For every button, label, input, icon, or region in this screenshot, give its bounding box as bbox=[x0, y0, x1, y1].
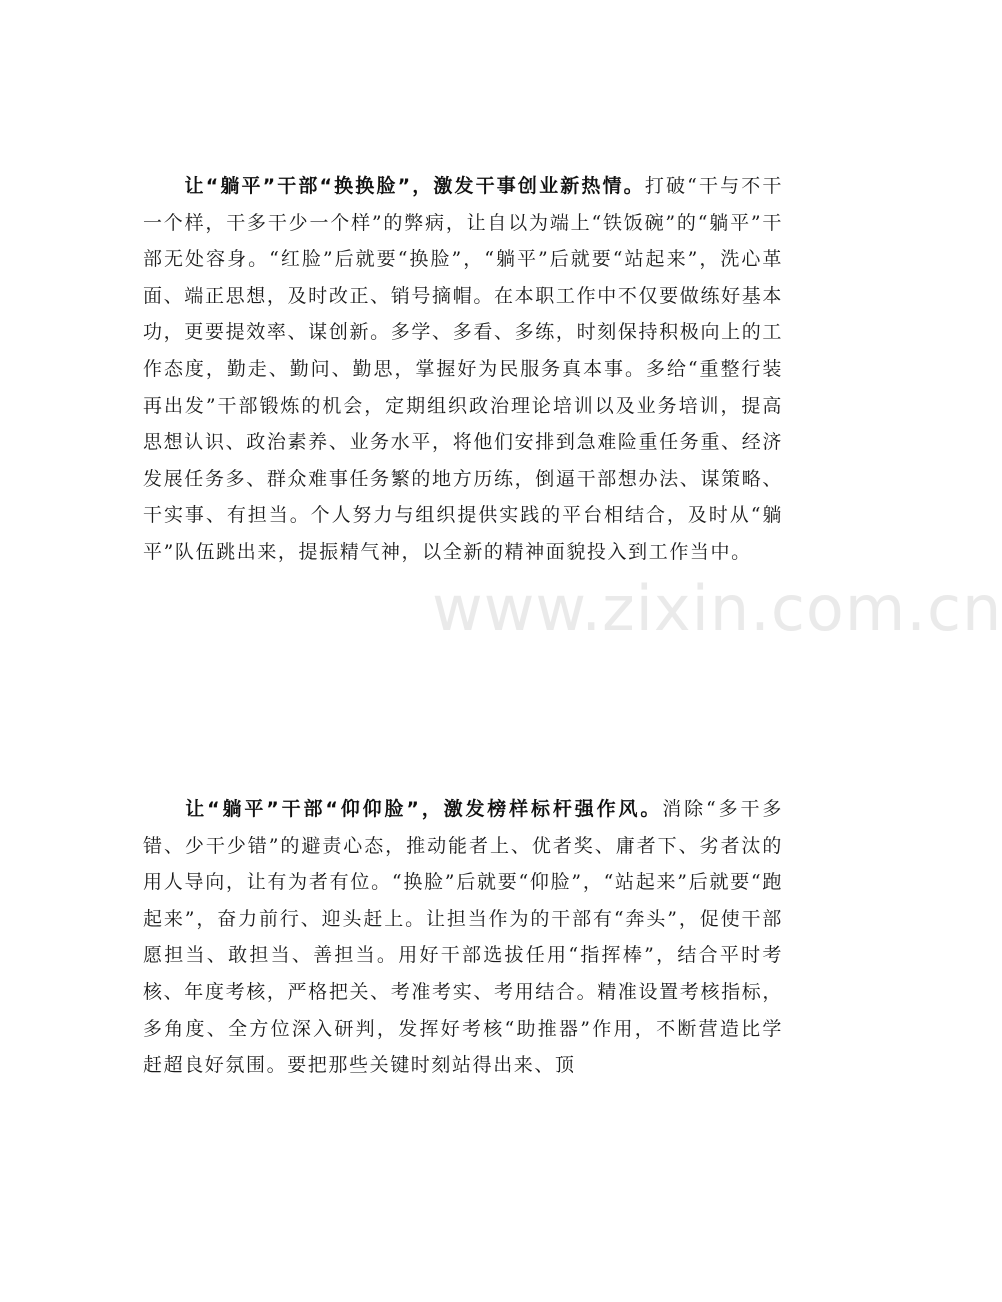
paragraph-2-body: 消除“多干多错、少干少错”的避责心态，推动能者上、优者奖、庸者下、劣者汰的用人导向，让有为者有位。“换脸”后就要“仰脸”，“站起来”后就要“跑起来”，奋力前行、迎头赶上。让担当作为的干部有“奔头”，促使干部愿担当、敢担当、善担当。用好干部选拔任用“指挥棒”，结合平时考核、年度考核，严格把关、考准考实、考用结合。精准设置考核指标，多角度、全方位深入研判，发挥好考核“助推器”作用，不断营造比学赶超良好氛围。要把那些关键时刻站得出来、顶 bbox=[143, 798, 783, 1077]
watermark: www.zixin.com.cn bbox=[432, 572, 1002, 645]
paragraph-1-lead: 让“躺平”干部“换换脸”，激发干事创业新热情。 bbox=[184, 175, 645, 197]
paragraph-1-body: 打破“干与不干一个样，干多干少一个样”的弊病，让自以为端上“铁饭碗”的“躺平”干部无处容身。“红脸”后就要“换脸”，“躺平”后就要“站起来”，洗心革面、端正思想，及时改正、销号摘帽。在本职工作中不仅要做练好基本功，更要提效率、谋创新。多学、多看、多练，时刻保持积极向上的工作态度，勤走、勤问、勤思，掌握好为民服务真本事。多给“重整行装再出发”干部锻炼的机会，定期组织政治理论培训以及业务培训，提高思想认识、政治素养、业务水平，将他们安排到急难险重任务重、经济发展任务多、群众难事任务繁的地方历练，倒逼干部想办法、谋策略、干实事、有担当。个人努力与组织提供实践的平台相结合，及时从“躺平”队伍跳出来，提振精气神，以全新的精神面貌投入到工作当中。 bbox=[143, 175, 783, 563]
paragraph-2-lead: 让“躺平”干部“仰仰脸”，激发榜样标杆强作风。 bbox=[184, 798, 663, 820]
paragraph-2 bbox=[143, 791, 783, 1084]
paragraph-1 bbox=[143, 168, 783, 571]
